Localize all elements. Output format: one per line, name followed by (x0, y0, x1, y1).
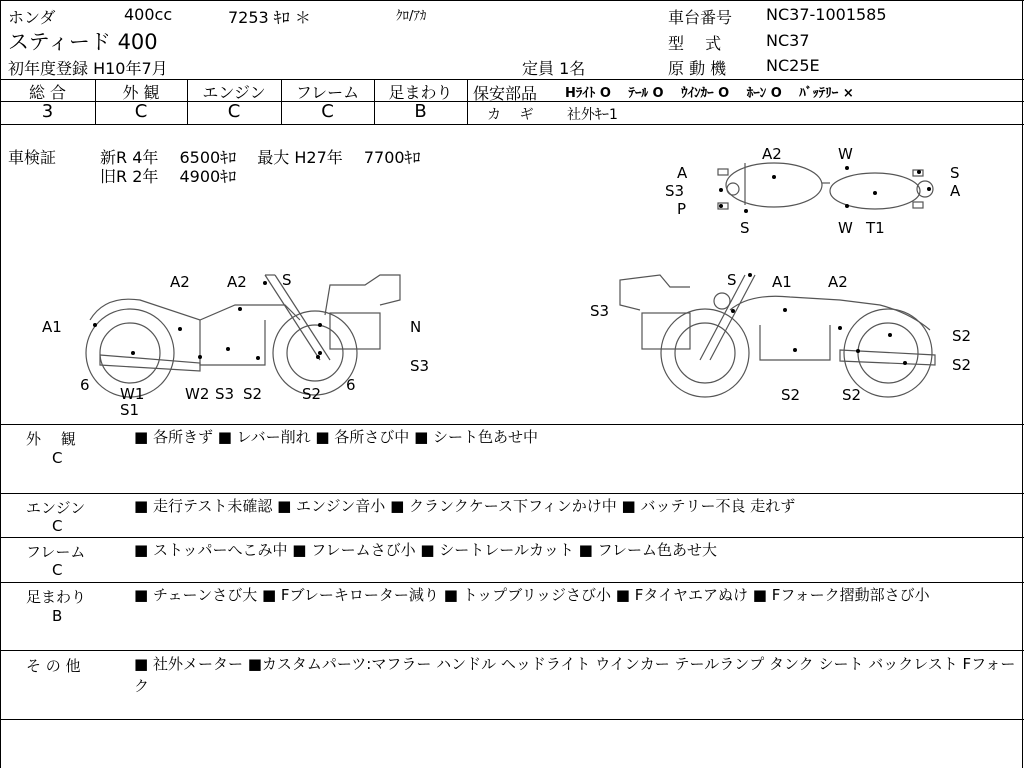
top-label-w: W (838, 145, 853, 163)
top-label-a: A (677, 164, 688, 182)
safety-items: Hﾗｲﾄ O ﾃｰﾙ O ｳｲﾝｶｰ O ﾎｰﾝ O ﾊﾞｯﾃﾘｰ × (565, 86, 854, 101)
first-registration: 初年度登録 H10年7月 (8, 59, 168, 78)
left-label-s: S (282, 271, 292, 289)
left-label-s3-b: S3 (215, 385, 235, 403)
type-label: 型 式 (668, 34, 722, 53)
grade-header-frame: フレーム (295, 83, 360, 102)
grade-exterior: C (134, 101, 148, 122)
top-label-s3: S3 (665, 182, 685, 200)
left-label-n: N (410, 318, 422, 336)
left-label-s2: S2 (243, 385, 263, 403)
maker: ホンダ (8, 8, 56, 27)
right-label-s2-c: S2 (781, 386, 801, 404)
top-view-tank (726, 163, 822, 207)
right-label-s: S (727, 271, 737, 289)
grade-header-suspension: 足まわり (388, 83, 453, 102)
right-label-s2-b: S2 (952, 356, 972, 374)
note-title-other: そ の 他 (26, 657, 81, 675)
right-label-s2: S2 (952, 327, 972, 345)
left-label-6: 6 (80, 376, 90, 394)
key-value: 社外ｷｰ1 (567, 107, 618, 123)
top-label-a-right: A (950, 182, 961, 200)
engine-value: NC25E (766, 56, 820, 75)
left-label-s1: S1 (120, 401, 140, 419)
displacement: 400cc (124, 5, 173, 24)
grade-header-engine: エンジン (202, 83, 266, 102)
left-label-a2-b: A2 (227, 273, 247, 291)
left-view-rear-wheel (86, 309, 174, 397)
left-label-s2-b: S2 (302, 385, 322, 403)
mileage: 7253 ｷﾛ ＊ (228, 8, 311, 27)
note-title-exterior: 外 観 (26, 430, 76, 448)
right-view-front-wheel (661, 309, 749, 397)
note-title-suspension: 足まわり (26, 588, 87, 606)
type-value: NC37 (766, 31, 810, 50)
left-label-w1: W1 (120, 385, 145, 403)
frame-no-label: 車台番号 (668, 8, 733, 27)
model-name: スティード 400 (8, 30, 158, 54)
right-label-a1: A1 (772, 273, 792, 291)
engine-label: 原 動 機 (668, 59, 727, 78)
grade-header-total: 総 合 (28, 83, 67, 102)
top-label-s: S (950, 164, 960, 182)
right-label-s2-d: S2 (842, 386, 862, 404)
note-text-frame: ■ ストッパーへこみ中 ■ フレームさび小 ■ シートレールカット ■ フレーム色あせ大 (134, 541, 717, 559)
frame-no: NC37-1001585 (766, 5, 887, 24)
top-label-t1: T1 (866, 219, 885, 237)
note-text-suspension: ■ チェーンさび大 ■ Fブレーキローター減り ■ トップブリッジさび小 ■ Fタイヤエアぬけ ■ Fフォーク摺動部さび小 (134, 586, 930, 604)
right-label-a2: A2 (828, 273, 848, 291)
note-text-engine: ■ 走行テスト未確認 ■ エンジン音小 ■ クランクケース下フィンかけ中 ■ バッテリー不良 走れず (134, 497, 796, 515)
note-grade-exterior: C (52, 449, 63, 467)
note-title-frame: フレーム (26, 543, 86, 561)
top-label-p: P (677, 200, 687, 218)
note-grade-frame: C (52, 561, 63, 579)
right-label-s3: S3 (590, 302, 610, 320)
grade-frame: C (321, 101, 334, 122)
note-text-other: ■ 社外メーター ■カスタムパーツ:マフラー ハンドル ヘッドライト ウインカー テールランプ タンク シート バックレスト Fフォーク (134, 655, 1016, 695)
top-label-a2: A2 (762, 145, 782, 163)
capacity: 定員 1名 (522, 59, 586, 78)
note-text-exterior: ■ 各所きず ■ レバー削れ ■ 各所さび中 ■ シート色あせ中 (134, 428, 539, 446)
inspection-line1: 新R 4年 6500ｷﾛ 最大 H27年 7700ｷﾛ (100, 148, 421, 167)
safety-label: 保安部品 (473, 84, 538, 103)
note-grade-suspension: B (52, 607, 63, 625)
left-label-a2: A2 (170, 273, 190, 291)
top-label-s-bottom: S (740, 219, 750, 237)
left-label-w2: W2 (185, 385, 210, 403)
left-label-s3: S3 (410, 357, 430, 375)
grade-engine: C (227, 101, 241, 122)
damage-diagram (0, 125, 1024, 425)
color: ｸﾛ/ｱｶ (396, 9, 427, 24)
note-grade-engine: C (52, 517, 63, 535)
key-label: カ ギ (487, 107, 534, 123)
note-title-engine: エンジン (26, 499, 86, 517)
grade-header-exterior: 外 観 (122, 83, 160, 102)
inspection-label: 車検証 (8, 148, 57, 167)
left-label-a1: A1 (42, 318, 62, 336)
grade-total: 3 (41, 101, 54, 122)
inspection-line2: 旧R 2年 4900ｷﾛ (100, 167, 237, 186)
grade-suspension: B (414, 101, 427, 122)
top-label-w-bottom: W (838, 219, 853, 237)
left-label-6-b: 6 (346, 376, 356, 394)
